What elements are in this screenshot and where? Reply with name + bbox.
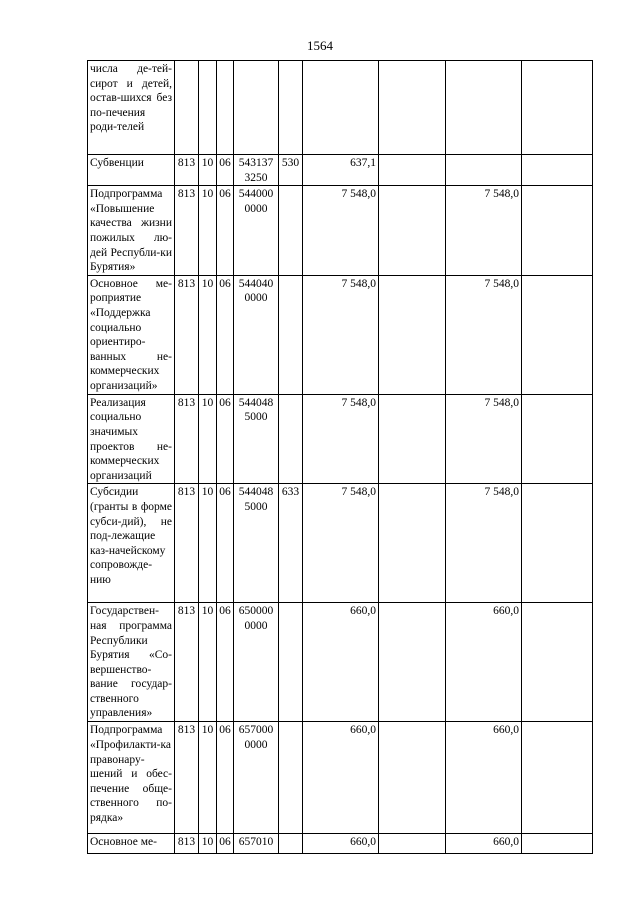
cell-pr: 06 — [217, 155, 234, 186]
cell-vr — [279, 834, 303, 854]
cell-pr — [217, 61, 234, 155]
csr-code-part-1: 544000 — [238, 188, 274, 201]
cell-sum-4 — [522, 834, 593, 854]
table-row — [88, 394, 593, 484]
cell-sum-3: 660,0 — [446, 834, 522, 854]
cell-rz — [199, 61, 217, 155]
cell-vr: 633 — [279, 484, 303, 603]
table-row — [88, 186, 593, 276]
cell-sum-3: 660,0 — [446, 722, 522, 834]
cell-name: числа де-тей-сирот и детей, остав-шихся без по-печения роди-телей — [88, 61, 175, 155]
cell-name: Субвенции — [88, 155, 175, 186]
cell-ved: 813 — [175, 603, 199, 722]
csr-code-part-1: 657010 — [238, 836, 274, 849]
cell-rz: 10 — [199, 722, 217, 834]
cell-sum-2 — [379, 484, 446, 603]
csr-code-part-1: 650000 — [238, 605, 274, 618]
csr-code-part-1: 544048 — [238, 396, 274, 409]
cell-name: Основное ме-роприятие «Поддержка социально ориентиро-ванных не-коммерческих организаций» — [88, 275, 175, 394]
cell-pr: 06 — [217, 722, 234, 834]
cell-sum-4 — [522, 186, 593, 276]
csr-code-part-2: 5000 — [244, 411, 268, 424]
cell-sum-3 — [446, 61, 522, 155]
cell-sum-1: 660,0 — [303, 603, 379, 722]
cell-csr — [234, 394, 279, 484]
cell-rz: 10 — [199, 186, 217, 276]
cell-sum-4 — [522, 394, 593, 484]
cell-ved: 813 — [175, 275, 199, 394]
cell-sum-1: 637,1 — [303, 155, 379, 186]
budget-table — [87, 60, 593, 854]
cell-name: Подпрограмма «Повышение качества жизни пожилых лю-дей Республи-ки Бурятия» — [88, 186, 175, 276]
cell-ved: 813 — [175, 834, 199, 854]
cell-sum-2 — [379, 155, 446, 186]
cell-csr — [234, 834, 279, 854]
cell-vr — [279, 394, 303, 484]
csr-code-part-1: 543137 — [238, 157, 274, 169]
cell-sum-1: 7 548,0 — [303, 186, 379, 276]
cell-sum-4 — [522, 275, 593, 394]
cell-sum-3: 7 548,0 — [446, 275, 522, 394]
table-row — [88, 834, 593, 854]
table-row — [88, 155, 593, 186]
cell-vr — [279, 61, 303, 155]
csr-code-part-2: 5000 — [244, 500, 268, 513]
cell-sum-2 — [379, 722, 446, 834]
cell-csr — [234, 275, 279, 394]
csr-code-part-1: 544040 — [238, 277, 274, 290]
cell-pr: 06 — [217, 603, 234, 722]
cell-pr: 06 — [217, 834, 234, 854]
table-row — [88, 603, 593, 722]
cell-sum-1: 660,0 — [303, 722, 379, 834]
cell-rz: 10 — [199, 155, 217, 186]
cell-vr — [279, 722, 303, 834]
cell-sum-2 — [379, 275, 446, 394]
cell-ved: 813 — [175, 186, 199, 276]
cell-sum-4 — [522, 155, 593, 186]
cell-vr: 530 — [279, 155, 303, 186]
cell-pr: 06 — [217, 275, 234, 394]
cell-csr — [234, 603, 279, 722]
cell-name: Основное ме- — [88, 834, 175, 854]
csr-code-part-2: 3250 — [244, 171, 268, 184]
cell-vr — [279, 603, 303, 722]
cell-sum-1: 7 548,0 — [303, 275, 379, 394]
cell-rz: 10 — [199, 394, 217, 484]
cell-rz: 10 — [199, 834, 217, 854]
csr-code-part-2: 0000 — [244, 292, 268, 305]
csr-code-part-2: 0000 — [244, 738, 268, 751]
table-row — [88, 722, 593, 834]
cell-sum-3: 660,0 — [446, 603, 522, 722]
cell-rz: 10 — [199, 484, 217, 603]
cell-sum-3: 7 548,0 — [446, 186, 522, 276]
cell-sum-2 — [379, 61, 446, 155]
cell-sum-4 — [522, 484, 593, 603]
cell-ved: 813 — [175, 722, 199, 834]
cell-name: Субсидии (гранты в форме субси-дий), не под-лежащие каз-начейскому сопровожде-нию — [88, 484, 175, 603]
cell-sum-3: 7 548,0 — [446, 484, 522, 603]
cell-sum-4 — [522, 722, 593, 834]
cell-ved — [175, 61, 199, 155]
cell-csr — [234, 186, 279, 276]
cell-pr: 06 — [217, 484, 234, 603]
table-body — [88, 61, 593, 854]
table-row — [88, 61, 593, 155]
cell-ved: 813 — [175, 484, 199, 603]
cell-sum-1: 7 548,0 — [303, 394, 379, 484]
cell-ved: 813 — [175, 394, 199, 484]
cell-ved: 813 — [175, 155, 199, 186]
cell-name: Подпрограмма «Профилакти-ка правонару-шений и обес-печение обще-ственного по-рядка» — [88, 722, 175, 834]
cell-pr: 06 — [217, 394, 234, 484]
csr-code-part-2: 0000 — [244, 202, 268, 215]
cell-sum-3: 7 548,0 — [446, 394, 522, 484]
cell-sum-2 — [379, 603, 446, 722]
cell-sum-4 — [522, 61, 593, 155]
cell-sum-2 — [379, 186, 446, 276]
csr-code-part-2: 0000 — [244, 619, 268, 632]
cell-rz: 10 — [199, 603, 217, 722]
cell-sum-3 — [446, 155, 522, 186]
cell-vr — [279, 186, 303, 276]
cell-vr — [279, 275, 303, 394]
cell-name: Реализация социально значимых проектов не-коммерческих организаций — [88, 394, 175, 484]
cell-pr: 06 — [217, 186, 234, 276]
cell-sum-1 — [303, 61, 379, 155]
cell-sum-1: 660,0 — [303, 834, 379, 854]
cell-csr — [234, 155, 279, 186]
csr-code-part-1: 544048 — [238, 486, 274, 499]
cell-csr — [234, 484, 279, 603]
page-number: 1564 — [307, 38, 333, 53]
csr-code-part-1: 657000 — [238, 724, 274, 737]
cell-sum-4 — [522, 603, 593, 722]
cell-name: Государствен-ная программа Республики Бурятия «Со-вершенство-вание государ-ственного управления» — [88, 603, 175, 722]
table-row — [88, 275, 593, 394]
cell-sum-2 — [379, 834, 446, 854]
cell-sum-2 — [379, 394, 446, 484]
cell-csr — [234, 722, 279, 834]
table-row — [88, 484, 593, 603]
cell-sum-1: 7 548,0 — [303, 484, 379, 603]
cell-rz: 10 — [199, 275, 217, 394]
cell-csr — [234, 61, 279, 155]
